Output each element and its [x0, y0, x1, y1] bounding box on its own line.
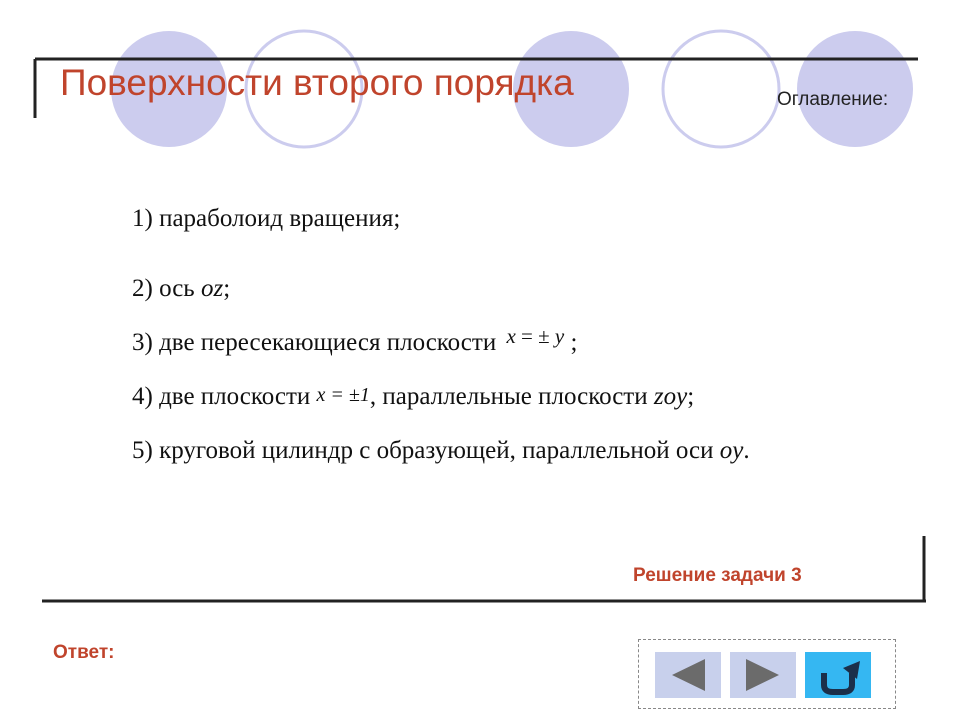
solution-link[interactable]: Решение задачи 3: [633, 565, 802, 586]
answer-label: Ответ:: [53, 642, 115, 663]
formula-var-x: x: [506, 324, 516, 348]
u-turn-arrow-icon: [805, 652, 871, 698]
page-title: Поверхности второго порядка: [60, 62, 574, 103]
answer-3-prefix: 3) две пересекающиеся плоскости: [132, 329, 503, 356]
answer-2-suffix: ;: [223, 275, 231, 302]
answer-4-middle: , параллельные плоскости: [369, 383, 654, 410]
answer-3-suffix: ;: [564, 329, 578, 356]
formula-operator: = ±: [515, 324, 555, 348]
table-of-contents-link[interactable]: Оглавление:: [777, 89, 889, 110]
axis-label-oy: oy: [719, 437, 744, 464]
decor-circle-4: [663, 31, 779, 147]
axis-label: oz: [200, 275, 224, 302]
answer-item-1: [132, 205, 400, 233]
formula-x-pm-1: x = ±1: [316, 384, 370, 406]
triangle-right-icon: [730, 652, 796, 698]
answer-2-prefix: 2) ось: [132, 275, 201, 302]
answer-4-suffix: ;: [687, 383, 695, 410]
plane-label: zoy: [653, 383, 688, 410]
answer-4-prefix: 4) две плоскости: [132, 383, 317, 410]
formula-var-y: y: [554, 324, 565, 348]
return-button[interactable]: [805, 652, 871, 698]
formula-x-pm-y: [506, 324, 564, 349]
answer-5-suffix: .: [743, 437, 750, 464]
back-button[interactable]: [655, 652, 721, 698]
answer-item-5: [132, 437, 750, 465]
answer-5-prefix: 5) круговой цилиндр с образующей, параллельной оси: [132, 437, 720, 464]
answer-item-4: [132, 383, 694, 411]
answer-item-3: [132, 324, 578, 357]
answer-1-text: 1) параболоид вращения;: [132, 205, 401, 232]
footer-decoration: [0, 530, 960, 650]
navigation-panel: [638, 639, 896, 709]
forward-button[interactable]: [730, 652, 796, 698]
answer-item-2: [132, 275, 230, 303]
triangle-left-icon: [655, 652, 721, 698]
